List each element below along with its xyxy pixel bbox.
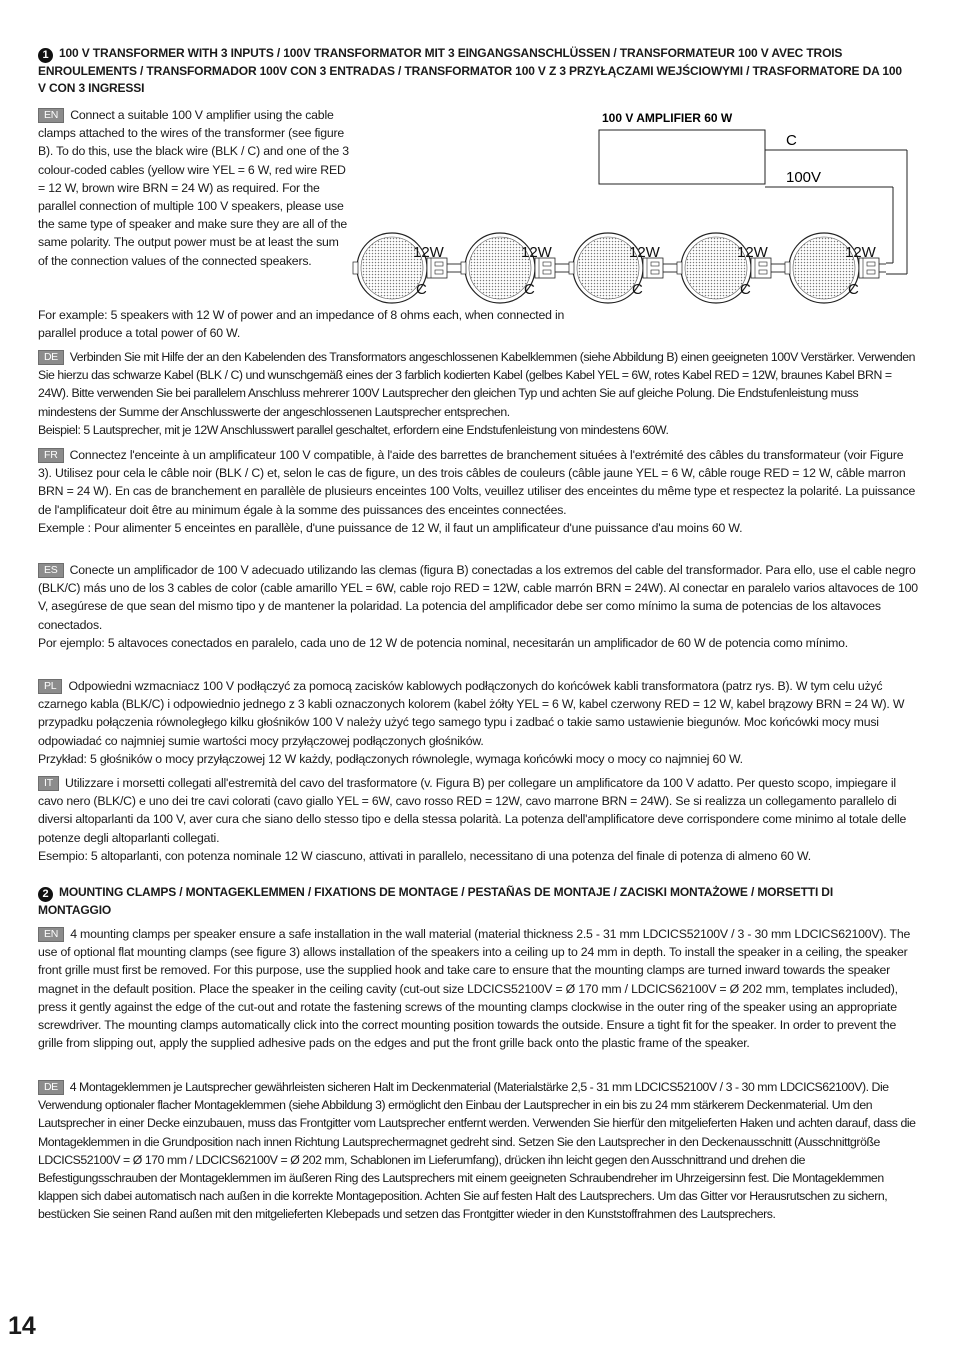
speaker-3-plug	[569, 262, 574, 274]
section-1-pl-paragraph	[38, 677, 918, 768]
speaker-1-connector	[427, 258, 447, 278]
speaker-5-plug	[785, 262, 790, 274]
section-1-en-example	[38, 306, 598, 342]
speaker-1-plug	[353, 262, 358, 274]
lang-tag-de: DE	[38, 1080, 64, 1095]
section-1-number: 1	[38, 48, 53, 63]
section-1-de-text: Verbinden Sie mit Hilfe der an den Kabelenden des Transformators angeschlossenen Kabelklemmen (siehe Abbildung B) einen geeigneten 100V Verstärker. Verwenden Sie hierzu das schwarze Kabel (BLK / C) und wunschgemäß eines der 3 farblich kodierten Kabel (gelbes Kabel YEL = 6W, rotes Kabel RED = 12W, braunes Kabel BRN = 24W). Bitte verwenden Sie bei parallelem Anschluss mehrerer 100V Lautsprecher den gleichen Typ und achten Sie auf gleiche Polung. Die Endstufenleistung muss mindestens der Summe der Anschlusswerte der angeschlossenen Lautsprecher entsprechen.	[38, 350, 916, 419]
section-1-de-paragraph	[38, 348, 918, 439]
section-1-it-text: Utilizzare i morsetti collegati all'estremità del cavo del trasformatore (v. Figura B) per collegare un amplificatore da 100 V adatto. Per questo scopo, impiegare il cavo nero (BLK/C) e uno dei tre cavi colorati (cavo giallo YEL = 6W, cavo rosso RED = 12W, cavo marrone BRN = 24W). Se si realizza un collegamento parallelo di diversi altoparlanti da 100 V, aver cura che siano dello stesso tipo e della stessa polarità. La potenza dell'amplificatore deve corrispondere come minimo al totale delle potenze degli altoparlanti collegati.	[38, 776, 907, 845]
speaker-2-power-label: 12W	[521, 244, 552, 261]
speaker-4-connector	[751, 258, 771, 278]
section-1-de-example: Beispiel: 5 Lautsprecher, mit je 12W Anschlusswert parallel geschaltet, erfordern eine Endstufenleistung von mindestens 60W.	[38, 422, 669, 437]
speaker-3-common-label: C	[632, 281, 643, 298]
section-1-it-paragraph	[38, 774, 918, 865]
page-number: 14	[8, 1312, 36, 1340]
lang-tag-en: EN	[38, 108, 64, 123]
amplifier-terminal-c: C	[786, 132, 797, 149]
speaker-1-power-label: 12W	[413, 244, 444, 261]
wiring-diagram	[350, 105, 920, 305]
speaker-4-common-label: C	[740, 281, 751, 298]
speaker-2-plug	[461, 262, 466, 274]
section-1-en-example-text: For example: 5 speakers with 12 W of power and an impedance of 8 ohms each, when connected in parallel produce a total power of 60 W.	[38, 308, 565, 341]
section-1-fr-paragraph	[38, 446, 918, 537]
speaker-5-common-label: C	[848, 281, 859, 298]
section-2-de-paragraph	[38, 1078, 918, 1224]
section-1-en-paragraph	[38, 106, 350, 270]
section-1-es-example: Por ejemplo: 5 altavoces conectados en paralelo, cada uno de 12 W de potencia nominal, necesitarán un amplificador de 60 W de potencia como mínimo.	[38, 635, 849, 650]
speaker-3-connector	[643, 258, 663, 278]
section-1-fr-text: Connectez l'enceinte à un amplificateur 100 V compatible, à l'aide des barrettes de branchement situées à l'extrémité des câbles du transformateur (voir Figure 3). Utilisez pour cela le câble noir (BLK / C) et, selon le cas de figure, un des trois câbles de couleurs (câble jaune YEL = 6 W, câble rouge RED = 12 W, câble marron BRN = 24 W). En cas de branchement en parallèle de plusieurs enceintes 100 Volts, veuillez utiliser des enceintes du même type et respectez la polarité. La puissance de l'amplificateur doit être au minimum égale à la somme des puissances des enceintes connectées.	[38, 448, 916, 517]
lang-tag-fr: FR	[38, 448, 64, 463]
section-1-pl-example: Przykład: 5 głośników o mocy przyłączowej 12 W każdy, podłączonych równolegle, wymaga końcówki mocy o mocy co najmniej 60 W.	[38, 751, 743, 766]
section-2-title: MOUNTING CLAMPS / MONTAGEKLEMMEN / FIXATIONS DE MONTAGE / PESTAÑAS DE MONTAJE / ZACISKI MONTAŻOWE / MORSETTI DI MONTAGGIO	[38, 885, 834, 917]
section-2-de-text: 4 Montageklemmen je Lautsprecher gewährleisten sicheren Halt im Deckenmaterial (Materialstärke 2,5 - 31 mm LDCICS52100V / 3 - 30 mm LDCICS62100V). Die Verwendung optionaler flacher Montageklemmen (siehe Abbildung 3) ermöglicht den Einbau der Lautsprecher in ein bis zu 24 mm stärkerem Deckenmaterial. Um den Lautsprecher in einer Decke einzubauen, muss das Frontgitter vom Lautsprecher entfernt werden. Verwenden Sie hierfür den mitgelieferten Haken und achten darauf, dass die Montageklemmen in die Grundposition nach innen Richtung Lautsprechermagnet gedreht sind. Setzen Sie den Lautsprecher in den Deckenausschnitt (Ausschnittgröße LDCICS52100V = Ø 170 mm / LDCICS62100V = Ø 202 mm, Schablonen im Lieferumfang), drücken ihn leicht gegen den Ausschnittrand und drehen die Befestigungsschrauben der Montageklemmen im äußeren Ring des Lautsprechers mit einem geeigneten Schraubendreher im Uhrzeigersinn fest. Die Montageklemmen klappen sich dabei automatisch nach außen in die korrekte Montageposition. Achten Sie auf festen Halt des Lautsprechers. Um das Gitter vor Herausrutschen zu sichern, bestücken Sie seinen Rand außen mit den mitgelieferten Klebepads und setzen das Frontgitter wieder in den Kunststoffrahmen des Lautsprechers.	[38, 1080, 916, 1222]
section-2-number: 2	[38, 887, 53, 902]
speaker-2-connector	[535, 258, 555, 278]
lang-tag-pl: PL	[38, 679, 62, 694]
lang-tag-en: EN	[38, 927, 64, 942]
speaker-5-connector	[859, 258, 879, 278]
speaker-3-power-label: 12W	[629, 244, 660, 261]
speaker-1-common-label: C	[416, 281, 427, 298]
section-1-es-text: Conecte un amplificador de 100 V adecuado utilizando las clemas (figura B) conectadas a los extremos del cable del transformador. Para ello, use el cable negro (BLK/C) más uno de los 3 cables de color (cable amarillo YEL = 6W, cable rojo RED = 12W, cable marrón BRN = 24W). Al conectar en paralelo varios altavoces de 100 V, asegúrese de que sean del mismo tipo y de mantener la polaridad. La potencia del amplificador debe ser como mínimo la suma de potencias de los altavoces conectados.	[38, 563, 918, 632]
speaker-4-plug	[677, 262, 682, 274]
section-1-title: 100 V TRANSFORMER WITH 3 INPUTS / 100V TRANSFORMATOR MIT 3 EINGANGSANSCHLÜSSEN / TRANSFORMATEUR 100 V AVEC TROIS ENROULEMENTS / TRANSFORMADOR 100V CON 3 ENTRADAS / TRANSFORMATOR 100 V Z 3 PRZYŁĄCZAMI WEJŚCIOWYMI / TRASFORMATORE DA 100 V CON 3 INGRESSI	[38, 46, 902, 95]
section-1-en-text: Connect a suitable 100 V amplifier using the cable clamps attached to the wires of the transformer (see figure B). To do this, use the black wire (BLK / C) and one of the 3 colour-coded cables (yellow wire YEL = 6 W, red wire RED = 12 W, brown wire BRN = 24 W) as required. For the parallel connection of multiple 100 V speakers, please use the same type of speaker and make sure they are all of the same polarity. The output power must be at least the sum of the connection values of the connected speakers.	[38, 108, 349, 268]
lang-tag-es: ES	[38, 563, 64, 578]
lang-tag-de: DE	[38, 350, 64, 365]
lang-tag-it: IT	[38, 776, 59, 791]
section-2-en-text: 4 mounting clamps per speaker ensure a safe installation in the wall material (material thickness 2.5 - 31 mm LDCICS52100V / 3 - 30 mm LDCICS62100V). The use of optional flat mounting clamps (see figure 3) allows installation of the speakers into a ceiling up to 24 mm in depth. To install the speaker in a ceiling, the speaker front grille must first be removed. For this purpose, use the supplied hook and take care to ensure that the mounting clamps are turned inward towards the speaker magnet in the default position. Place the speaker in the ceiling cavity (cut-out size LDCICS52100V = Ø 170 mm / LDCICS62100V = Ø 202 mm, templates included), press it gently against the edge of the cut-out and rotate the fastening screws of the mounting clamps clockwise in the outer ring of the speaker using an appropriate screwdriver. The mounting clamps automatically click into the correct mounting position towards the outside. Ensure a tight fit for the speaker. In order to prevent the grille from slipping out, apply the supplied adhesive pads on the edges and put the front grille back onto the plastic frame of the speaker.	[38, 927, 911, 1051]
section-1-it-example: Esempio: 5 altoparlanti, con potenza nominale 12 W ciascuno, attivati in parallelo, necessitano di una potenza del finale di potenza di almeno 60 W.	[38, 848, 811, 863]
section-2-en-paragraph	[38, 925, 918, 1052]
amplifier-label: 100 V AMPLIFIER 60 W	[602, 111, 733, 125]
section-1-es-paragraph	[38, 561, 918, 652]
speaker-5-power-label: 12W	[845, 244, 876, 261]
speaker-4-power-label: 12W	[737, 244, 768, 261]
amplifier-terminal-100v: 100V	[786, 169, 822, 186]
section-1-pl-text: Odpowiedni wzmacniacz 100 V podłączyć za pomocą zacisków kablowych podłączonych do końcówek kabli transformatora (patrz rys. B). W tym celu użyć czarnego kabla (BLK/C) i odpowiednio jednego z 3 kabli oznaczonych kolorem (kabel żółty YEL = 6 W, kabel czerwony RED = 12 W, kabel brązowy BRN = 24 W). W przypadku połączenia równoległego kilku głośników 100 V należy użyć tego samego typu i zadbać o takie samo ustawienie biegunów. Moc końcówki mocy musi odpowiadać co najmniej sumie wartości mocy przyłączowej podłączonych głośników.	[38, 679, 905, 748]
section-1-heading	[38, 45, 908, 96]
speaker-2-common-label: C	[524, 281, 535, 298]
section-2-heading	[38, 884, 908, 919]
section-1-fr-example: Exemple : Pour alimenter 5 enceintes en parallèle, d'une puissance de 12 W, il faut un amplificateur d'une puissance d'au moins 60 W.	[38, 520, 743, 535]
amplifier-box	[599, 130, 765, 184]
